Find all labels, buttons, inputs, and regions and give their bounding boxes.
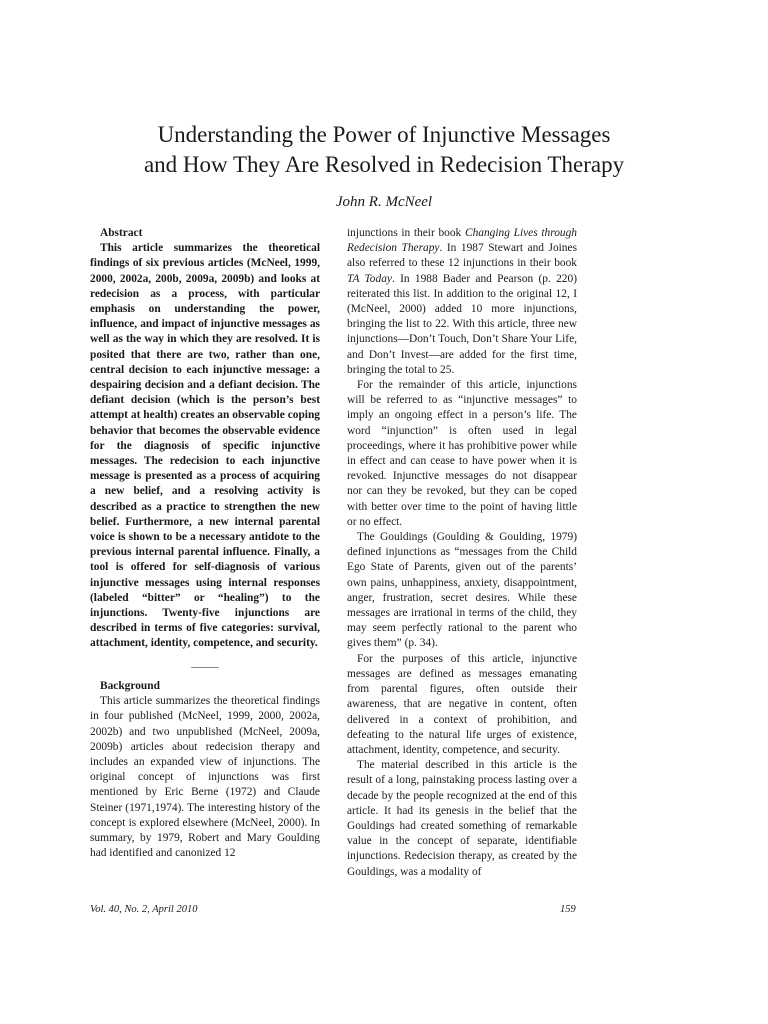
title-line-1: Understanding the Power of Injunctive Messages (157, 122, 611, 147)
background-text: This article summarizes the theoretical findings in four published (McNeel, 1999, 2000, 2002a, 2002b) and two unpublished (McNeel, 2009a, 2009b) articles about redecision therapy and includes an expanded view of injunctions. The original concept of injunctions was first mentioned by Eric Berne (1972) and Claude Steiner (1971,1974). The interesting history of the concept is explored elsewhere (McNeel, 2000). In summary, by 1979, Robert and Mary Goulding had identified and canonized 12 (90, 695, 320, 860)
section-separator: _____ (191, 656, 219, 669)
right-column (347, 226, 577, 880)
right-paragraph-3: The Gouldings (Goulding & Goulding, 1979) defined injunctions as “messages from the Child Ego State of Parents, given out of the parents’ own pains, unhappiness, anxiety, disappointment, anger, frustration, secret desires. While these messages are irrational in terms of the child, they may seem perfectly rational to the parent who gives them” (p. 34). (347, 531, 577, 650)
book-title-changing-lives: Changing Lives through Redecision Therapy (347, 227, 578, 255)
abstract-text: This article summarizes the theoretical findings of six previous articles (McNeel, 1999, 2000, 2002a, 200b, 2009a, 2009b) and looks at redecision as a process, with particular emphasis on understanding the power, influence, and impact of injunctive messages as well as the way in which they are resolved. It is posited that there are two, rather than one, central decision to each injunctive message: a despairing decision and a defiant decision. The defiant decision (which is the person’s best attempt at health) creates an observable coping behavior that becomes the observable evidence for the diagnosis of specific injunctive messages. The redecision to each injunctive message is presented as a process of acquiring a new belief, and a resolving activity is described as a practice to strengthen the new belief. Furthermore, a new internal parental voice is shown to be a necessary antidote to the previous internal parental influence. Finally, a tool is offered for self-diagnosis of various injunctive messages using internal responses (labeled “bitter” or “healing”) to the injunctions. Twenty-five injunctions are described in terms of five categories: survival, attachment, identity, competence, and security. (90, 242, 320, 650)
right-paragraph-5: The material described in this article is the result of a long, painstaking process lasting over a decade by the people recognized at the end of this article. It had its genesis in the belief that the Gouldings had created something of remarkable value in the concept of separate, identifiable injunctions. Redecision therapy, as created by the Gouldings, was a modality of (347, 759, 577, 878)
page-number: 159 (560, 904, 576, 915)
right-paragraph-1 (347, 226, 577, 378)
text-span: injunctions in their book (347, 227, 465, 239)
journal-citation: Vol. 40, No. 2, April 2010 (90, 904, 198, 915)
left-column (90, 226, 320, 861)
book-title-ta-today: TA Today (347, 272, 392, 285)
right-paragraph-4: For the purposes of this article, injunctive messages are defined as messages emanating from parental figures, often outside their awareness, that are negative in content, often delivered in a context of prohibition, and defeating to the natural life urges of existence, attachment, identity, competence, and security. (347, 652, 577, 756)
abstract-heading: Abstract (100, 227, 143, 239)
text-span: . In 1987 Stewart and Joines also referred to these 12 injunctions in their book (347, 242, 577, 270)
author-name: John R. McNeel (335, 194, 433, 210)
background-heading: Background (100, 679, 160, 692)
text-span: . In 1988 Bader and Pearson (p. 220) reiterated this list. In addition to the original 12, I (McNeel, 2000) added 10 more injunctions, bringing the list to 22. With this article, three new injunctions—Don’t Touch, Don’t Share Your Life, and Don’t Invest—are added for the first time, bringing the total to 25. (347, 272, 577, 376)
right-paragraph-2: For the remainder of this article, injunctions will be referred to as “injunctive messages” to imply an ongoing effect in a person’s life. The word “injunction” is often used in legal proceedings, where it has prohibitive power while in effect and can cease to have power when it is revoked. Injunctive messages do not disappear nor can they be revoked, but they can be coped with better over time to the point of having little or no effect. (347, 379, 577, 528)
title-line-2: and How They Are Resolved in Redecision Therapy (143, 152, 625, 177)
article-title (60, 120, 708, 180)
